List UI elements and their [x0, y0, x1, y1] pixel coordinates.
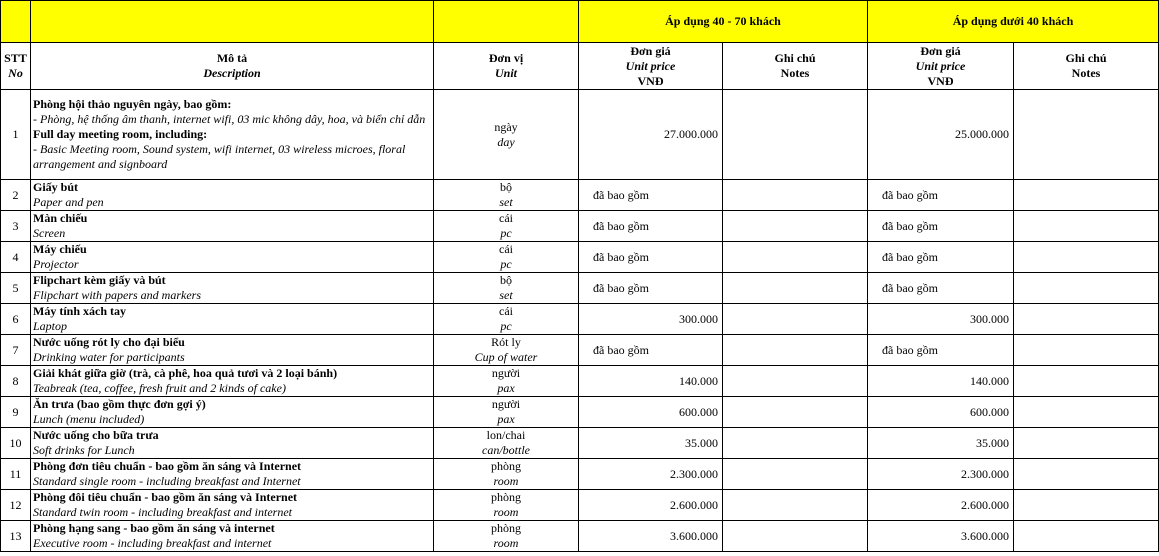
description-en: Screen	[33, 226, 66, 240]
description-en: Lunch (menu included)	[33, 412, 145, 426]
unit-vi: lon/chai	[486, 428, 526, 442]
row-number: 11	[1, 459, 31, 490]
description-en: Standard twin room - including breakfast and internet	[33, 505, 292, 519]
notes-40-70	[723, 428, 868, 459]
notes-under-40	[1014, 490, 1159, 521]
row-number: 1	[1, 90, 31, 180]
unit-vi: ngày	[494, 119, 518, 134]
table-row	[1, 273, 1159, 304]
header-notes-1	[723, 43, 868, 90]
description-detail-vi: - Phòng, hệ thống âm thanh, internet wifi, 03 mic không dây, hoa, và biển chỉ dẫn	[33, 112, 426, 126]
price-40-70: 35.000	[579, 428, 723, 459]
unit-en: can/bottle	[482, 443, 530, 457]
header-unit-price-2	[868, 43, 1014, 90]
description-vi: Phòng hạng sang - bao gồm ăn sáng và internet	[33, 521, 275, 535]
row-unit	[434, 335, 579, 366]
blank-header-cell	[434, 1, 579, 43]
description-en: Paper and pen	[33, 195, 104, 209]
row-number: 8	[1, 366, 31, 397]
notes-under-40	[1014, 180, 1159, 211]
row-description	[31, 180, 434, 211]
description-en: Soft drinks for Lunch	[33, 443, 135, 457]
group-title-under-40: Áp dụng dưới 40 khách	[868, 1, 1159, 43]
header-notes-vi: Ghi chú	[1065, 51, 1107, 65]
row-description	[31, 366, 434, 397]
row-unit	[434, 273, 579, 304]
row-description	[31, 304, 434, 335]
group-title-40-70: Áp dụng 40 - 70 khách	[579, 1, 868, 43]
unit-en: pax	[497, 412, 515, 426]
notes-under-40	[1014, 366, 1159, 397]
notes-under-40	[1014, 335, 1159, 366]
price-under-40: đã bao gồm	[868, 335, 1014, 366]
row-description	[31, 397, 434, 428]
row-description	[31, 242, 434, 273]
row-unit	[434, 180, 579, 211]
unit-vi: cái	[499, 304, 513, 318]
notes-40-70	[723, 273, 868, 304]
row-unit	[434, 242, 579, 273]
description-vi: Màn chiếu	[33, 211, 88, 225]
row-unit	[434, 459, 579, 490]
row-number: 12	[1, 490, 31, 521]
price-under-40: 35.000	[868, 428, 1014, 459]
notes-under-40	[1014, 397, 1159, 428]
notes-under-40	[1014, 304, 1159, 335]
unit-vi: cái	[499, 242, 513, 256]
price-under-40: 2.300.000	[868, 459, 1014, 490]
row-unit	[434, 521, 579, 552]
notes-under-40	[1014, 459, 1159, 490]
header-price-currency: VNĐ	[927, 73, 954, 88]
unit-en: set	[499, 195, 513, 209]
row-number: 7	[1, 335, 31, 366]
notes-40-70	[723, 211, 868, 242]
notes-40-70	[723, 459, 868, 490]
price-40-70: 3.600.000	[579, 521, 723, 552]
unit-en: pc	[500, 319, 512, 333]
blank-header-cell	[1, 1, 31, 43]
header-unit-vi: Đơn vị	[488, 51, 524, 65]
group-header-row	[1, 1, 1159, 43]
price-under-40: 600.000	[868, 397, 1014, 428]
table-row	[1, 428, 1159, 459]
price-under-40: đã bao gồm	[868, 273, 1014, 304]
notes-40-70	[723, 366, 868, 397]
unit-vi: phòng	[491, 521, 521, 535]
header-description	[31, 43, 434, 90]
table-row	[1, 242, 1159, 273]
price-40-70: 300.000	[579, 304, 723, 335]
table-row	[1, 490, 1159, 521]
blank-header-cell	[31, 1, 434, 43]
table-row	[1, 180, 1159, 211]
header-price-vi: Đơn giá	[920, 43, 961, 58]
unit-en: pc	[500, 257, 512, 271]
price-40-70: đã bao gồm	[579, 242, 723, 273]
description-vi: Phòng hội thảo nguyên ngày, bao gồm:	[33, 97, 232, 111]
unit-en: Cup of water	[474, 350, 538, 364]
table-row	[1, 304, 1159, 335]
row-unit	[434, 304, 579, 335]
table-row	[1, 90, 1159, 180]
description-en: Executive room - including breakfast and internet	[33, 536, 272, 550]
row-unit	[434, 490, 579, 521]
row-number: 2	[1, 180, 31, 211]
row-description	[31, 211, 434, 242]
price-40-70: đã bao gồm	[579, 180, 723, 211]
header-notes-vi: Ghi chú	[774, 51, 816, 65]
header-stt-en: No	[8, 66, 23, 80]
description-vi: Máy chiếu	[33, 242, 87, 256]
table-row	[1, 211, 1159, 242]
unit-en: pax	[497, 381, 515, 395]
header-notes-en: Notes	[1071, 66, 1101, 80]
notes-40-70	[723, 335, 868, 366]
header-price-en: Unit price	[915, 58, 966, 73]
row-number: 13	[1, 521, 31, 552]
notes-40-70	[723, 397, 868, 428]
unit-vi: bộ	[500, 273, 512, 287]
row-number: 4	[1, 242, 31, 273]
price-under-40: 140.000	[868, 366, 1014, 397]
description-vi: Phòng đơn tiêu chuẩn - bao gồm ăn sáng và Internet	[33, 459, 302, 473]
description-en: Teabreak (tea, coffee, fresh fruit and 2 kinds of cake)	[33, 381, 286, 395]
row-description	[31, 273, 434, 304]
description-vi: Flipchart kèm giấy và bút	[33, 273, 166, 287]
notes-under-40	[1014, 90, 1159, 180]
table-row	[1, 335, 1159, 366]
table-row	[1, 397, 1159, 428]
header-unit-en: Unit	[494, 66, 517, 80]
notes-40-70	[723, 242, 868, 273]
header-unit-price-1	[579, 43, 723, 90]
description-vi: Ăn trưa (bao gồm thực đơn gợi ý)	[33, 397, 206, 411]
header-price-en: Unit price	[625, 58, 676, 73]
unit-en: room	[493, 474, 519, 488]
notes-40-70	[723, 521, 868, 552]
row-number: 3	[1, 211, 31, 242]
unit-en: set	[499, 288, 513, 302]
price-40-70: 27.000.000	[579, 90, 723, 180]
table-row	[1, 366, 1159, 397]
header-notes-en: Notes	[780, 66, 810, 80]
column-header-row	[1, 43, 1159, 90]
description-en: Flipchart with papers and markers	[33, 288, 201, 302]
notes-under-40	[1014, 211, 1159, 242]
header-stt-vi: STT	[4, 51, 27, 65]
row-number: 5	[1, 273, 31, 304]
unit-vi: bộ	[500, 180, 512, 194]
notes-under-40	[1014, 273, 1159, 304]
description-vi: Giải khát giữa giờ (trà, cà phê, hoa quả tươi và 2 loại bánh)	[33, 366, 338, 380]
price-under-40: đã bao gồm	[868, 242, 1014, 273]
header-unit	[434, 43, 579, 90]
description-vi: Máy tính xách tay	[33, 304, 126, 318]
price-40-70: đã bao gồm	[579, 211, 723, 242]
description-en: Projector	[33, 257, 79, 271]
description-vi: Nước uống cho bữa trưa	[33, 428, 159, 442]
notes-40-70	[723, 490, 868, 521]
row-unit	[434, 211, 579, 242]
unit-en: pc	[500, 226, 512, 240]
price-40-70: 2.600.000	[579, 490, 723, 521]
header-stt	[1, 43, 31, 90]
price-40-70: đã bao gồm	[579, 273, 723, 304]
row-description	[31, 428, 434, 459]
row-description	[31, 90, 434, 180]
unit-vi: phòng	[491, 459, 521, 473]
description-en: Standard single room - including breakfast and Internet	[33, 474, 301, 488]
price-40-70: 600.000	[579, 397, 723, 428]
row-number: 10	[1, 428, 31, 459]
row-description	[31, 521, 434, 552]
price-40-70: đã bao gồm	[579, 335, 723, 366]
notes-under-40	[1014, 428, 1159, 459]
description-en: Full day meeting room, including:	[33, 127, 208, 141]
table-row	[1, 459, 1159, 490]
price-under-40: 3.600.000	[868, 521, 1014, 552]
price-under-40: 25.000.000	[868, 90, 1014, 180]
unit-en: day	[497, 134, 515, 149]
header-price-vi: Đơn giá	[630, 43, 671, 58]
unit-vi: cái	[499, 211, 513, 225]
notes-under-40	[1014, 242, 1159, 273]
description-vi: Nước uống rót ly cho đại biểu	[33, 335, 185, 349]
notes-under-40	[1014, 521, 1159, 552]
row-number: 9	[1, 397, 31, 428]
table-row	[1, 521, 1159, 552]
row-number: 6	[1, 304, 31, 335]
description-en: Laptop	[33, 319, 68, 333]
price-40-70: 2.300.000	[579, 459, 723, 490]
unit-vi: người	[491, 366, 521, 380]
price-under-40: đã bao gồm	[868, 211, 1014, 242]
row-description	[31, 459, 434, 490]
notes-40-70	[723, 180, 868, 211]
row-description	[31, 335, 434, 366]
row-unit	[434, 428, 579, 459]
price-under-40: 2.600.000	[868, 490, 1014, 521]
row-unit	[434, 90, 579, 180]
unit-en: room	[493, 505, 519, 519]
row-description	[31, 490, 434, 521]
unit-vi: Rót ly	[491, 335, 521, 349]
row-unit	[434, 366, 579, 397]
unit-en: room	[493, 536, 519, 550]
header-price-currency: VNĐ	[637, 73, 664, 88]
row-unit	[434, 397, 579, 428]
price-40-70: 140.000	[579, 366, 723, 397]
notes-40-70	[723, 304, 868, 335]
description-detail-en: - Basic Meeting room, Sound system, wifi internet, 03 wireless microes, floral arrangement and signboard	[33, 142, 406, 171]
header-description-en: Description	[203, 66, 261, 80]
header-description-vi: Mô tả	[216, 51, 248, 65]
notes-40-70	[723, 90, 868, 180]
price-under-40: 300.000	[868, 304, 1014, 335]
unit-vi: phòng	[491, 490, 521, 504]
price-under-40: đã bao gồm	[868, 180, 1014, 211]
description-en: Drinking water for participants	[33, 350, 185, 364]
description-vi: Giấy bút	[33, 180, 79, 194]
header-notes-2	[1014, 43, 1159, 90]
unit-vi: người	[491, 397, 521, 411]
description-vi: Phòng đôi tiêu chuẩn - bao gồm ăn sáng và Internet	[33, 490, 298, 504]
